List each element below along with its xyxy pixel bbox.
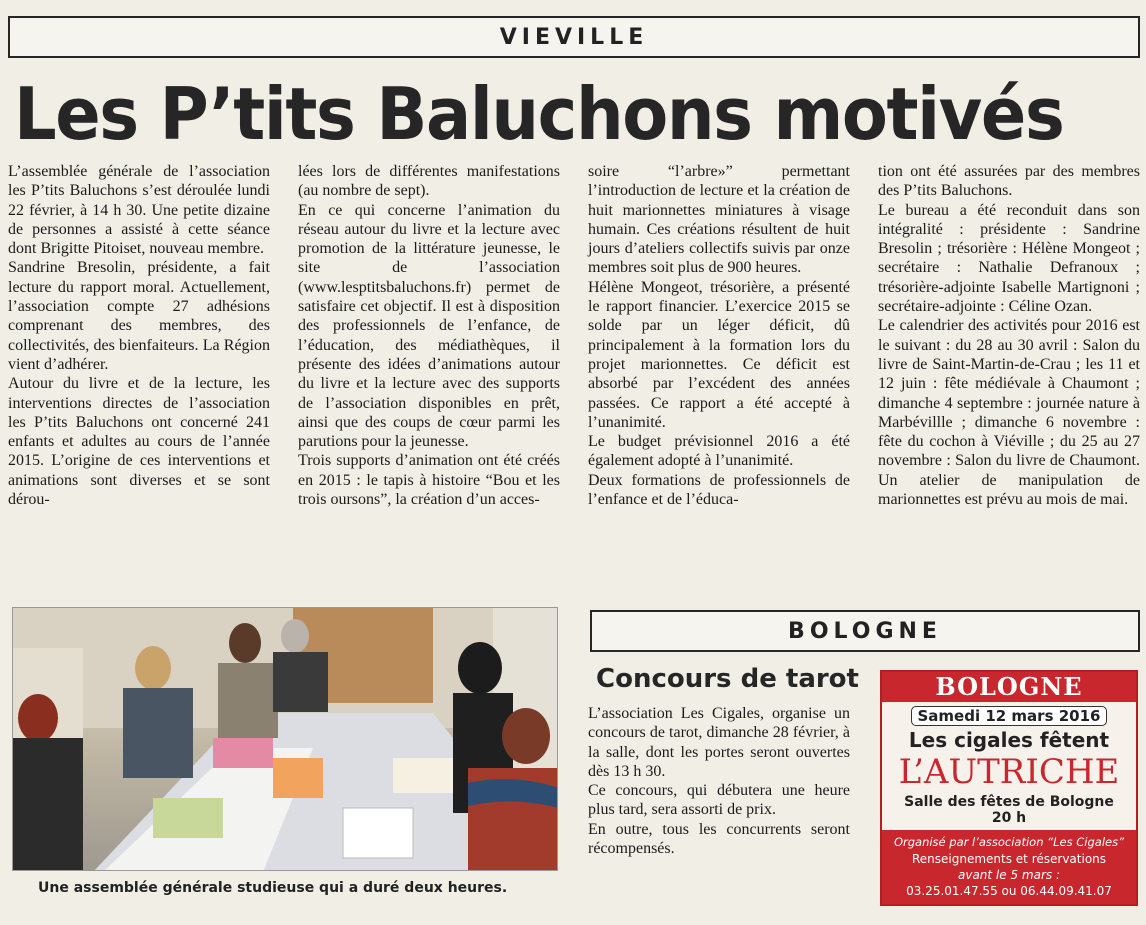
ad-phones: 03.25.01.47.55 ou 06.44.09.41.07 [906,884,1112,898]
paragraph: L’association Les Cigales, organise un concours de tarot, dimanche 28 février, à la salle, dont les portes seront ouvertes dès 13 h 30. [588,705,850,780]
ad-deadline: avant le 5 mars : [958,868,1060,882]
ad-date-box [882,706,1136,726]
tarot-advertisement [880,670,1138,906]
meeting-photo [12,607,558,871]
paragraph: tion ont été assurées par des membres des P’tits Baluchons. [878,163,1140,200]
meeting-photo-illustration [13,608,558,871]
ad-line1: Les cigales fêtent [908,728,1110,752]
paragraph: lées lors de différentes manifestations (au nombre de sept). [298,163,560,200]
ad-big-title: L’AUTRICHE [898,752,1120,792]
ad-time: 20 h [991,810,1027,826]
ad-date: Samedi 12 mars 2016 [911,706,1108,726]
article-headline: Les P’tits Baluchons motivés [14,72,1064,156]
paragraph: Sandrine Bresolin, présidente, a fait lecture du rapport moral. Actuellement, l’association compte 27 adhésions comprenant des membres, des collectivités, des bienfaiteurs. La Région vient d’adhérer. [8,259,270,373]
paragraph: Trois supports d’animation ont été créés en 2015 : le tapis à histoire “Bou et les trois oursons”, la création d’un acces- [298,452,560,509]
paragraph: En outre, tous les concurrents seront récompensés. [588,820,850,858]
section-name: BOLOGNE [788,618,942,644]
paragraph: soire “l’arbre»” permettant l’introduction de lecture et la création de huit marionnettes miniatures à visage humain. Ces créations résultent de huit jours d’ateliers collectifs suivis par onze membres soit plus de 900 heures. [588,163,850,277]
tarot-article [588,704,850,858]
ad-info: Renseignements et réservations [911,852,1107,866]
ad-town: BOLOGNE [935,672,1083,701]
tarot-headline: Concours de tarot [596,664,859,694]
paragraph: L’assemblée générale de l’association les P’tits Baluchons s’est déroulée lundi 22 février, à 14 h 30. Une petite dizaine de personnes a assisté à cette séance dont Brigitte Pitoiset, nouveau membre. [8,163,270,258]
paragraph: Le calendrier des activités pour 2016 est le suivant : du 28 au 30 avril : Salon du livre de Saint-Martin-de-Crau ; les 11 et 12 juin : fête médiévale à Chaumont ; dimanche 4 septembre : journée nature à Marbévillle ; dimanche 6 novembre : fête du cochon à Viéville ; du 25 au 27 novembre : Salon du livre de Chaumont. Un atelier de manipulation de marionnettes est prévu au mois de mai. [878,317,1140,509]
paragraph: Deux formations de professionnels de l’enfance et de l’éduca- [588,471,850,509]
paragraph: Hélène Mongeot, trésorière, a présenté le rapport financier. L’exercice 2015 se solde par un léger déficit, dû principalement à la formation lors du projet marionnettes. Ce déficit est absorbé par l’excédent des années passées. Ce rapport a été accepté à l’unanimité. [588,278,850,431]
ad-venue: Salle des fêtes de Bologne [904,794,1114,810]
paragraph: En ce qui concerne l’animation du réseau autour du livre et la lecture avec promotion de la littérature jeunesse, le site de l’association (www.lesptitsbaluchons.fr) permet de satisfaire cet objectif. Il est à disposition des professionnels de l’enfance, de l’éducation, des médiathèques, il présente des idées d’animations autour du livre et la lecture avec des supports de l’association disponibles en prêt, ainsi que des coups de cœur parmi les parutions pour la jeunesse. [298,201,560,451]
article-column-2 [298,162,560,509]
section-banner-vieville [8,16,1140,58]
section-name: VIEVILLE [499,24,649,50]
article-column-3 [588,162,850,509]
ad-organizer: Organisé par l’association “Les Cigales” [893,835,1125,849]
article-column-1 [8,162,270,509]
paragraph: Autour du livre et de la lecture, les interventions directes de l’association les P’tits Baluchons ont concerné 241 enfants et adultes au cours de l’année 2015. L’origine de ces interventions et animations sont diverses et se sont dérou- [8,375,270,509]
photo-caption: Une assemblée générale studieuse qui a duré deux heures. [38,880,508,896]
paragraph: Le budget prévisionnel 2016 a été également adopté à l’unanimité. [588,433,850,470]
section-banner-bologne [590,610,1140,652]
article-column-4 [878,162,1140,509]
paragraph: Ce concours, qui débutera une heure plus tard, sera assorti de prix. [588,782,850,819]
paragraph: Le bureau a été reconduit dans son intégralité : présidente : Sandrine Bresolin ; trésorière : Hélène Mongeot ; secrétaire : Nathalie Defranoux ; trésorière-adjointe Isabelle Martignoni ; secrétaire-adjointe : Céline Ozan. [878,201,1140,316]
